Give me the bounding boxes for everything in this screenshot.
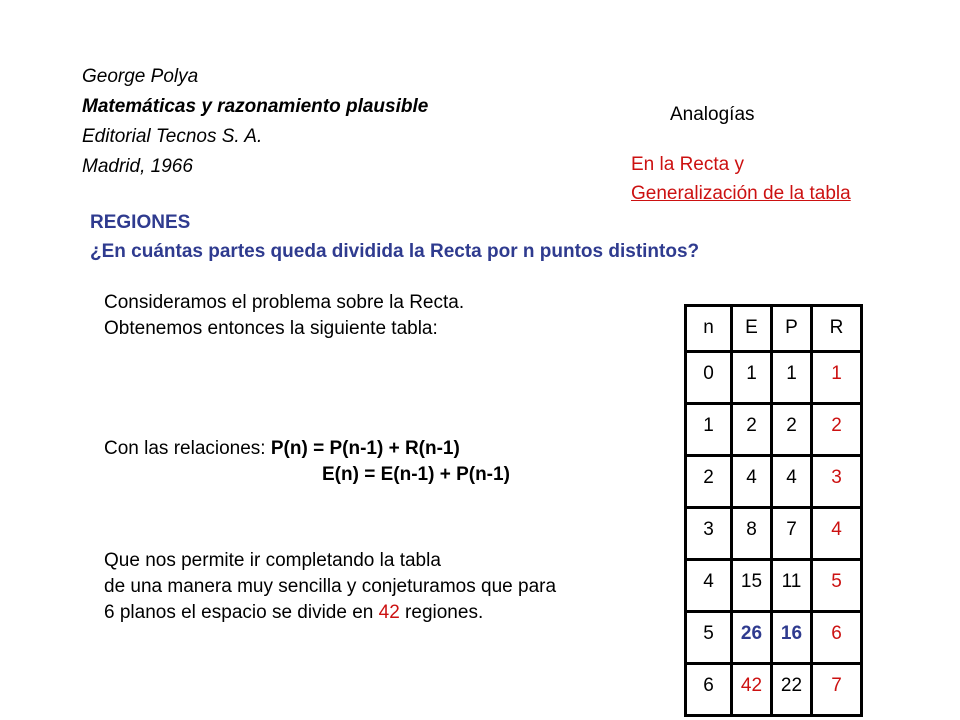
intro-line-1: Consideramos el problema sobre la Recta. <box>104 292 465 313</box>
intro-line-2: Obtenemos entonces la siguiente tabla: <box>104 318 438 339</box>
question-heading: REGIONES <box>90 212 191 233</box>
cell-e: 4 <box>732 456 772 508</box>
cell-n: 5 <box>686 612 732 664</box>
question-text: ¿En cuántas partes queda dividida la Recta por n puntos distintos? <box>90 241 700 262</box>
cell-p: 11 <box>772 560 812 612</box>
section-link[interactable] <box>631 150 851 208</box>
cell-p: 4 <box>772 456 812 508</box>
cell-r: 6 <box>812 612 862 664</box>
publisher: Editorial Tecnos S. A. <box>82 126 263 147</box>
cell-e: 26 <box>732 612 772 664</box>
conclusion-paragraph <box>104 548 556 626</box>
cell-e: 1 <box>732 352 772 404</box>
table-row <box>686 560 862 612</box>
cell-e: 42 <box>732 664 772 716</box>
cell-p: 2 <box>772 404 812 456</box>
cell-n: 1 <box>686 404 732 456</box>
link-line-2[interactable]: Generalización de la tabla <box>631 183 851 204</box>
conclusion-line-3: 6 planos el espacio se divide en 42 regiones. <box>104 602 484 623</box>
cell-n: 2 <box>686 456 732 508</box>
conclusion-line-1: Que nos permite ir completando la tabla <box>104 550 441 571</box>
link-line-1[interactable]: En la Recta y <box>631 154 744 175</box>
conclusion-line-2: de una manera muy sencilla y conjeturamos que para <box>104 576 557 597</box>
relations-prefix: Con las relaciones: <box>104 438 271 459</box>
cell-e: 8 <box>732 508 772 560</box>
cell-p: 7 <box>772 508 812 560</box>
formula-e: E(n) = E(n-1) + P(n-1) <box>322 464 510 485</box>
cell-n: 6 <box>686 664 732 716</box>
cell-r: 2 <box>812 404 862 456</box>
cell-p: 1 <box>772 352 812 404</box>
formula-p: P(n) = P(n-1) + R(n-1) <box>270 438 460 459</box>
cell-n: 4 <box>686 560 732 612</box>
cell-r: 5 <box>812 560 862 612</box>
topic-title: Analogías <box>670 104 755 125</box>
regions-table <box>684 304 863 717</box>
header-n: n <box>686 306 732 352</box>
cell-r: 3 <box>812 456 862 508</box>
cell-p: 16 <box>772 612 812 664</box>
header-p: P <box>772 306 812 352</box>
table-row <box>686 508 862 560</box>
cell-e: 2 <box>732 404 772 456</box>
place-year: Madrid, 1966 <box>82 156 193 177</box>
book-title: Matemáticas y razonamiento plausible <box>82 96 429 117</box>
cell-r: 1 <box>812 352 862 404</box>
result-number: 42 <box>378 602 400 623</box>
header-r: R <box>812 306 862 352</box>
table-row <box>686 612 862 664</box>
cell-n: 0 <box>686 352 732 404</box>
cell-e: 15 <box>732 560 772 612</box>
header-e: E <box>732 306 772 352</box>
author: George Polya <box>82 66 199 87</box>
relations-paragraph <box>104 436 510 485</box>
cell-r: 4 <box>812 508 862 560</box>
table-row <box>686 352 862 404</box>
cell-n: 3 <box>686 508 732 560</box>
book-reference <box>82 62 428 182</box>
table-row <box>686 404 862 456</box>
table-row <box>686 664 862 716</box>
table-row <box>686 456 862 508</box>
intro-paragraph <box>104 290 464 342</box>
cell-r: 7 <box>812 664 862 716</box>
question-block <box>90 208 699 266</box>
cell-p: 22 <box>772 664 812 716</box>
table-header-row <box>686 306 862 352</box>
